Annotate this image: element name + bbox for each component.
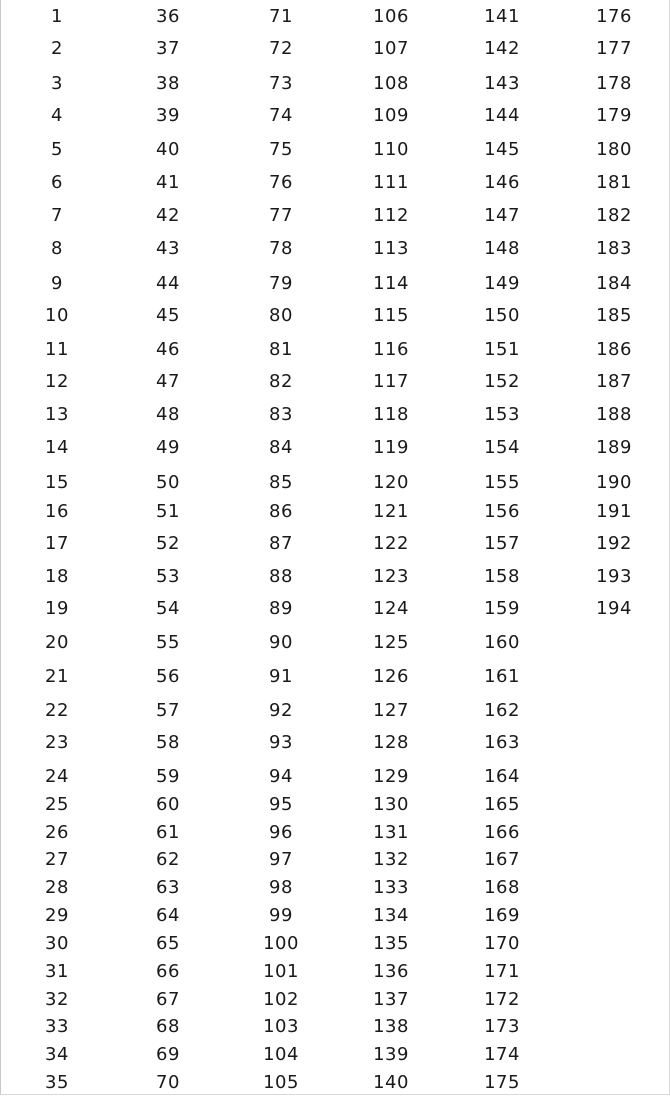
number-cell: 127: [373, 700, 409, 721]
number-cell: 174: [484, 1044, 520, 1065]
number-cell: 62: [156, 849, 180, 870]
number-cell: 26: [45, 822, 69, 843]
number-cell: 121: [373, 501, 409, 522]
number-cell: 3: [51, 73, 63, 94]
number-cell: 21: [45, 666, 69, 687]
number-cell: 139: [373, 1044, 409, 1065]
number-cell: 123: [373, 566, 409, 587]
number-cell: 129: [373, 766, 409, 787]
number-cell: 184: [596, 273, 632, 294]
number-cell: 11: [45, 339, 69, 360]
number-cell: 58: [156, 732, 180, 753]
number-cell: 74: [269, 105, 293, 126]
number-cell: 159: [484, 598, 520, 619]
number-cell: 90: [269, 632, 293, 653]
number-cell: 64: [156, 905, 180, 926]
number-cell: 41: [156, 172, 180, 193]
number-cell: 47: [156, 371, 180, 392]
number-cell: 167: [484, 849, 520, 870]
number-cell: 135: [373, 933, 409, 954]
number-cell: 143: [484, 73, 520, 94]
number-cell: 46: [156, 339, 180, 360]
number-cell: 18: [45, 566, 69, 587]
number-cell: 42: [156, 205, 180, 226]
number-cell: 170: [484, 933, 520, 954]
number-cell: 43: [156, 238, 180, 259]
number-cell: 144: [484, 105, 520, 126]
number-cell: 131: [373, 822, 409, 843]
number-cell: 149: [484, 273, 520, 294]
number-cell: 189: [596, 437, 632, 458]
number-cell: 96: [269, 822, 293, 843]
number-cell: 107: [373, 38, 409, 59]
number-cell: 177: [596, 38, 632, 59]
number-cell: 128: [373, 732, 409, 753]
number-cell: 99: [269, 905, 293, 926]
number-cell: 80: [269, 305, 293, 326]
number-cell: 138: [373, 1016, 409, 1037]
number-cell: 148: [484, 238, 520, 259]
number-cell: 176: [596, 6, 632, 27]
number-cell: 17: [45, 533, 69, 554]
number-cell: 141: [484, 6, 520, 27]
number-cell: 49: [156, 437, 180, 458]
number-cell: 100: [263, 933, 299, 954]
number-cell: 48: [156, 404, 180, 425]
number-cell: 156: [484, 501, 520, 522]
number-cell: 92: [269, 700, 293, 721]
number-cell: 56: [156, 666, 180, 687]
number-cell: 119: [373, 437, 409, 458]
number-cell: 180: [596, 139, 632, 160]
number-cell: 187: [596, 371, 632, 392]
number-cell: 126: [373, 666, 409, 687]
number-cell: 120: [373, 472, 409, 493]
number-cell: 106: [373, 6, 409, 27]
number-cell: 88: [269, 566, 293, 587]
number-cell: 40: [156, 139, 180, 160]
number-cell: 67: [156, 989, 180, 1010]
number-cell: 118: [373, 404, 409, 425]
number-cell: 52: [156, 533, 180, 554]
number-cell: 124: [373, 598, 409, 619]
number-cell: 39: [156, 105, 180, 126]
number-cell: 20: [45, 632, 69, 653]
number-cell: 175: [484, 1072, 520, 1093]
number-cell: 22: [45, 700, 69, 721]
number-cell: 61: [156, 822, 180, 843]
number-cell: 72: [269, 38, 293, 59]
number-cell: 34: [45, 1044, 69, 1065]
number-cell: 85: [269, 472, 293, 493]
number-cell: 168: [484, 877, 520, 898]
number-cell: 166: [484, 822, 520, 843]
number-cell: 132: [373, 849, 409, 870]
number-cell: 165: [484, 794, 520, 815]
number-cell: 191: [596, 501, 632, 522]
number-cell: 7: [51, 205, 63, 226]
number-cell: 140: [373, 1072, 409, 1093]
number-cell: 29: [45, 905, 69, 926]
number-cell: 125: [373, 632, 409, 653]
number-cell: 14: [45, 437, 69, 458]
number-cell: 65: [156, 933, 180, 954]
number-cell: 8: [51, 238, 63, 259]
number-cell: 162: [484, 700, 520, 721]
number-cell: 32: [45, 989, 69, 1010]
number-cell: 19: [45, 598, 69, 619]
number-cell: 192: [596, 533, 632, 554]
number-cell: 186: [596, 339, 632, 360]
number-cell: 81: [269, 339, 293, 360]
number-cell: 161: [484, 666, 520, 687]
number-cell: 147: [484, 205, 520, 226]
number-cell: 37: [156, 38, 180, 59]
number-cell: 38: [156, 73, 180, 94]
number-cell: 15: [45, 472, 69, 493]
number-cell: 152: [484, 371, 520, 392]
number-cell: 5: [51, 139, 63, 160]
number-cell: 10: [45, 305, 69, 326]
number-cell: 91: [269, 666, 293, 687]
number-cell: 134: [373, 905, 409, 926]
number-cell: 30: [45, 933, 69, 954]
number-cell: 122: [373, 533, 409, 554]
number-cell: 73: [269, 73, 293, 94]
number-cell: 182: [596, 205, 632, 226]
number-cell: 35: [45, 1072, 69, 1093]
number-cell: 104: [263, 1044, 299, 1065]
number-cell: 116: [373, 339, 409, 360]
number-cell: 53: [156, 566, 180, 587]
number-cell: 179: [596, 105, 632, 126]
number-cell: 105: [263, 1072, 299, 1093]
number-cell: 69: [156, 1044, 180, 1065]
number-cell: 4: [51, 105, 63, 126]
number-cell: 181: [596, 172, 632, 193]
number-cell: 23: [45, 732, 69, 753]
number-cell: 75: [269, 139, 293, 160]
number-cell: 31: [45, 961, 69, 982]
number-cell: 63: [156, 877, 180, 898]
number-cell: 113: [373, 238, 409, 259]
number-cell: 70: [156, 1072, 180, 1093]
number-cell: 78: [269, 238, 293, 259]
number-cell: 130: [373, 794, 409, 815]
number-cell: 1: [51, 6, 63, 27]
number-cell: 158: [484, 566, 520, 587]
number-cell: 2: [51, 38, 63, 59]
number-cell: 45: [156, 305, 180, 326]
number-cell: 101: [263, 961, 299, 982]
number-cell: 137: [373, 989, 409, 1010]
number-cell: 194: [596, 598, 632, 619]
number-cell: 77: [269, 205, 293, 226]
number-cell: 25: [45, 794, 69, 815]
number-cell: 109: [373, 105, 409, 126]
number-cell: 183: [596, 238, 632, 259]
number-cell: 93: [269, 732, 293, 753]
number-cell: 59: [156, 766, 180, 787]
number-cell: 36: [156, 6, 180, 27]
number-cell: 87: [269, 533, 293, 554]
number-cell: 114: [373, 273, 409, 294]
number-cell: 136: [373, 961, 409, 982]
number-cell: 103: [263, 1016, 299, 1037]
number-cell: 33: [45, 1016, 69, 1037]
number-cell: 117: [373, 371, 409, 392]
number-cell: 76: [269, 172, 293, 193]
number-cell: 83: [269, 404, 293, 425]
number-cell: 185: [596, 305, 632, 326]
number-cell: 82: [269, 371, 293, 392]
number-cell: 154: [484, 437, 520, 458]
number-cell: 94: [269, 766, 293, 787]
number-cell: 51: [156, 501, 180, 522]
number-cell: 172: [484, 989, 520, 1010]
number-cell: 28: [45, 877, 69, 898]
number-cell: 133: [373, 877, 409, 898]
number-cell: 97: [269, 849, 293, 870]
number-cell: 86: [269, 501, 293, 522]
number-cell: 146: [484, 172, 520, 193]
number-cell: 153: [484, 404, 520, 425]
number-cell: 142: [484, 38, 520, 59]
number-cell: 27: [45, 849, 69, 870]
number-cell: 155: [484, 472, 520, 493]
number-cell: 111: [373, 172, 409, 193]
number-cell: 98: [269, 877, 293, 898]
number-cell: 9: [51, 273, 63, 294]
number-cell: 68: [156, 1016, 180, 1037]
number-cell: 171: [484, 961, 520, 982]
number-cell: 151: [484, 339, 520, 360]
number-cell: 169: [484, 905, 520, 926]
number-cell: 188: [596, 404, 632, 425]
number-cell: 112: [373, 205, 409, 226]
number-cell: 44: [156, 273, 180, 294]
number-cell: 190: [596, 472, 632, 493]
number-cell: 24: [45, 766, 69, 787]
number-cell: 54: [156, 598, 180, 619]
number-cell: 110: [373, 139, 409, 160]
number-cell: 160: [484, 632, 520, 653]
number-cell: 163: [484, 732, 520, 753]
number-cell: 50: [156, 472, 180, 493]
number-cell: 79: [269, 273, 293, 294]
number-cell: 13: [45, 404, 69, 425]
number-cell: 193: [596, 566, 632, 587]
number-cell: 6: [51, 172, 63, 193]
number-cell: 57: [156, 700, 180, 721]
number-cell: 150: [484, 305, 520, 326]
number-cell: 115: [373, 305, 409, 326]
number-cell: 145: [484, 139, 520, 160]
number-cell: 12: [45, 371, 69, 392]
number-cell: 84: [269, 437, 293, 458]
number-cell: 66: [156, 961, 180, 982]
number-cell: 173: [484, 1016, 520, 1037]
number-cell: 102: [263, 989, 299, 1010]
number-cell: 164: [484, 766, 520, 787]
number-cell: 60: [156, 794, 180, 815]
number-cell: 95: [269, 794, 293, 815]
number-cell: 16: [45, 501, 69, 522]
number-cell: 71: [269, 6, 293, 27]
number-cell: 108: [373, 73, 409, 94]
number-cell: 178: [596, 73, 632, 94]
number-cell: 157: [484, 533, 520, 554]
number-cell: 55: [156, 632, 180, 653]
number-cell: 89: [269, 598, 293, 619]
